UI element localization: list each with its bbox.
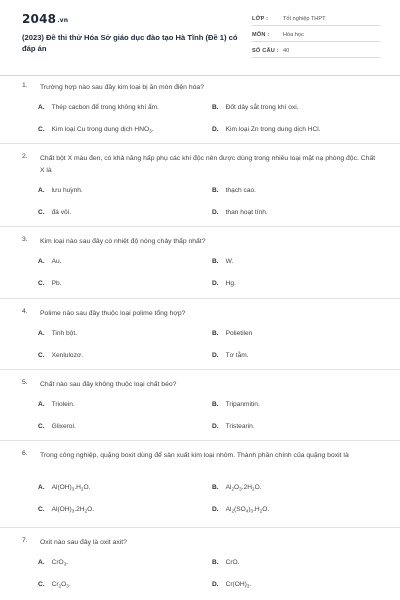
meta-class-key: LỚP :	[252, 16, 269, 22]
option-letter: D.	[212, 126, 219, 133]
exam-header	[0, 0, 400, 76]
answer-option-d[interactable]	[212, 209, 268, 216]
exam-title: (2023) Đề thi thử Hóa Sở giáo dục đào tạo Hà Tĩnh (Đề 1) có đáp án	[22, 33, 238, 53]
answer-option-a[interactable]	[38, 484, 90, 492]
answer-option-c[interactable]	[38, 280, 62, 287]
answer-option-c[interactable]	[38, 209, 71, 216]
meta-class-value: Tốt nghiệp THPT	[283, 16, 326, 22]
option-letter: D.	[212, 209, 219, 216]
option-text: CrO$_3$.	[51, 559, 69, 567]
site-logo[interactable]	[22, 12, 68, 26]
option-letter: A.	[38, 401, 45, 408]
option-text: $Cr_2O_3$.	[51, 581, 71, 589]
option-text: thạch cao.	[225, 187, 257, 194]
question-divider	[0, 143, 400, 144]
option-text: đá vôi.	[51, 209, 72, 216]
answer-option-a[interactable]	[38, 330, 77, 337]
option-text: Đốt dây sắt trong khí oxi.	[225, 104, 299, 111]
meta-subject-key: MÔN :	[252, 32, 270, 38]
option-letter: B.	[212, 258, 219, 265]
logo-suffix: .vn	[57, 17, 69, 24]
answer-option-c[interactable]	[38, 352, 83, 359]
option-text: $Al(OH)_3.2H_2O$.	[51, 506, 95, 514]
option-letter: C.	[38, 352, 45, 359]
question-text: Oxit nào sau đây là oxit axit?	[40, 539, 127, 546]
option-text: Kim loại Cu trong dung dịch $HNO_3$.	[51, 126, 154, 134]
option-letter: B.	[212, 484, 219, 491]
option-letter: D.	[212, 423, 219, 430]
answer-option-a[interactable]	[38, 187, 83, 194]
option-letter: B.	[212, 330, 219, 337]
answer-option-a[interactable]	[38, 401, 75, 408]
question-text: Chất nào sau đây không thuộc loại chất béo?	[40, 381, 177, 388]
option-text: Tinh bột.	[51, 330, 78, 337]
option-text: W.	[225, 258, 234, 265]
answer-option-a[interactable]	[38, 559, 68, 567]
answer-option-b[interactable]	[212, 330, 252, 337]
answer-option-c[interactable]	[38, 423, 76, 430]
option-letter: B.	[212, 187, 219, 194]
question-number: 2.	[22, 153, 28, 160]
option-text: Tripanmitin.	[225, 401, 260, 408]
option-letter: A.	[38, 104, 45, 111]
question-number: 3.	[22, 236, 28, 243]
option-letter: B.	[212, 104, 219, 111]
answer-option-a[interactable]	[38, 258, 62, 265]
answer-option-b[interactable]	[212, 187, 256, 194]
option-letter: A.	[38, 484, 45, 491]
answer-option-b[interactable]	[212, 104, 299, 111]
question-text: Polime nào sau đây thuộc loại polime tổng hợp?	[40, 310, 186, 317]
option-letter: A.	[38, 258, 45, 265]
answer-option-b[interactable]	[212, 559, 240, 566]
option-text: Triolein.	[51, 401, 75, 408]
question-number: 7.	[22, 537, 28, 544]
option-text: than hoạt tính.	[225, 209, 268, 216]
meta-subject-row	[252, 30, 380, 42]
question-text: Kim loại nào sau đây có nhiệt độ nóng chảy thấp nhất?	[40, 238, 206, 245]
logo-number: 2048	[22, 12, 57, 26]
option-letter: D.	[212, 506, 219, 513]
option-letter: D.	[212, 581, 219, 588]
answer-option-d[interactable]	[212, 280, 236, 287]
answer-option-c[interactable]	[38, 126, 154, 134]
answer-option-d[interactable]	[212, 126, 321, 133]
option-text: $Al(OH)_3.H_2O$.	[51, 484, 91, 492]
question-divider	[0, 527, 400, 528]
answer-option-a[interactable]	[38, 104, 159, 111]
option-text: Pb.	[51, 280, 62, 287]
question-divider	[0, 369, 400, 370]
question-number: 6.	[22, 450, 28, 457]
answer-option-b[interactable]	[212, 258, 233, 265]
answer-option-d[interactable]	[212, 423, 255, 430]
meta-count-value: 40	[283, 48, 290, 54]
question-number: 5.	[22, 379, 28, 386]
question-text: Trường hợp nào sau đây kim loại bị ăn mòn điện hóa?	[40, 84, 204, 91]
question-number: 4.	[22, 308, 28, 315]
option-text: $Cr(OH)_3$.	[225, 581, 252, 589]
answer-option-c[interactable]	[38, 506, 94, 514]
question-number: 1.	[22, 82, 28, 89]
option-letter: D.	[212, 352, 219, 359]
meta-count-row	[252, 46, 380, 58]
option-text: Tơ tằm.	[225, 352, 249, 359]
option-letter: A.	[38, 187, 45, 194]
option-letter: D.	[212, 280, 219, 287]
answer-option-d[interactable]	[212, 581, 251, 589]
option-text: Polietilen	[225, 330, 253, 337]
option-text: Tristearin.	[225, 423, 255, 430]
question-divider	[0, 298, 400, 299]
option-letter: B.	[212, 559, 219, 566]
option-text: $Al_2(SO_4)_3.H_2O$.	[225, 506, 270, 514]
option-letter: C.	[38, 280, 45, 287]
question-divider	[0, 226, 400, 227]
answer-option-c[interactable]	[38, 581, 71, 589]
option-letter: C.	[38, 126, 45, 133]
meta-subject-value: Hóa học	[283, 32, 304, 38]
question-divider	[0, 440, 400, 441]
option-text: Thép cacbon để trong không khí ẩm.	[51, 104, 159, 111]
answer-option-b[interactable]	[212, 484, 262, 492]
meta-count-key: SỐ CÂU :	[252, 48, 279, 54]
answer-option-d[interactable]	[212, 506, 269, 514]
option-text: lưu huỳnh.	[51, 187, 83, 194]
option-text: Au.	[51, 258, 62, 265]
option-text: CrO.	[225, 559, 240, 566]
question-text: Trong công nghiệp, quặng boxit dùng để sản xuất kim loại nhôm. Thành phần chính của quặng boxit là	[40, 452, 349, 459]
option-text: Glixerol.	[51, 423, 76, 430]
option-letter: C.	[38, 581, 45, 588]
option-text: Kim loại Zn trong dung dịch HCl.	[225, 126, 321, 133]
option-letter: A.	[38, 559, 45, 566]
option-letter: C.	[38, 423, 45, 430]
option-letter: A.	[38, 330, 45, 337]
meta-class-row	[252, 14, 380, 26]
option-text: Hg.	[225, 280, 236, 287]
option-letter: B.	[212, 401, 219, 408]
option-letter: C.	[38, 209, 45, 216]
question-text: Chất bột X màu đen, có khả năng hấp phụ các khí độc nên được dùng trong nhiều loại mặt nạ phòng độc. Chất X là	[40, 155, 376, 174]
option-text: $Al_2O_3.2H_2O$.	[225, 484, 262, 492]
answer-option-b[interactable]	[212, 401, 260, 408]
answer-option-d[interactable]	[212, 352, 249, 359]
option-letter: C.	[38, 506, 45, 513]
option-text: Xenlulozơ.	[51, 352, 84, 359]
